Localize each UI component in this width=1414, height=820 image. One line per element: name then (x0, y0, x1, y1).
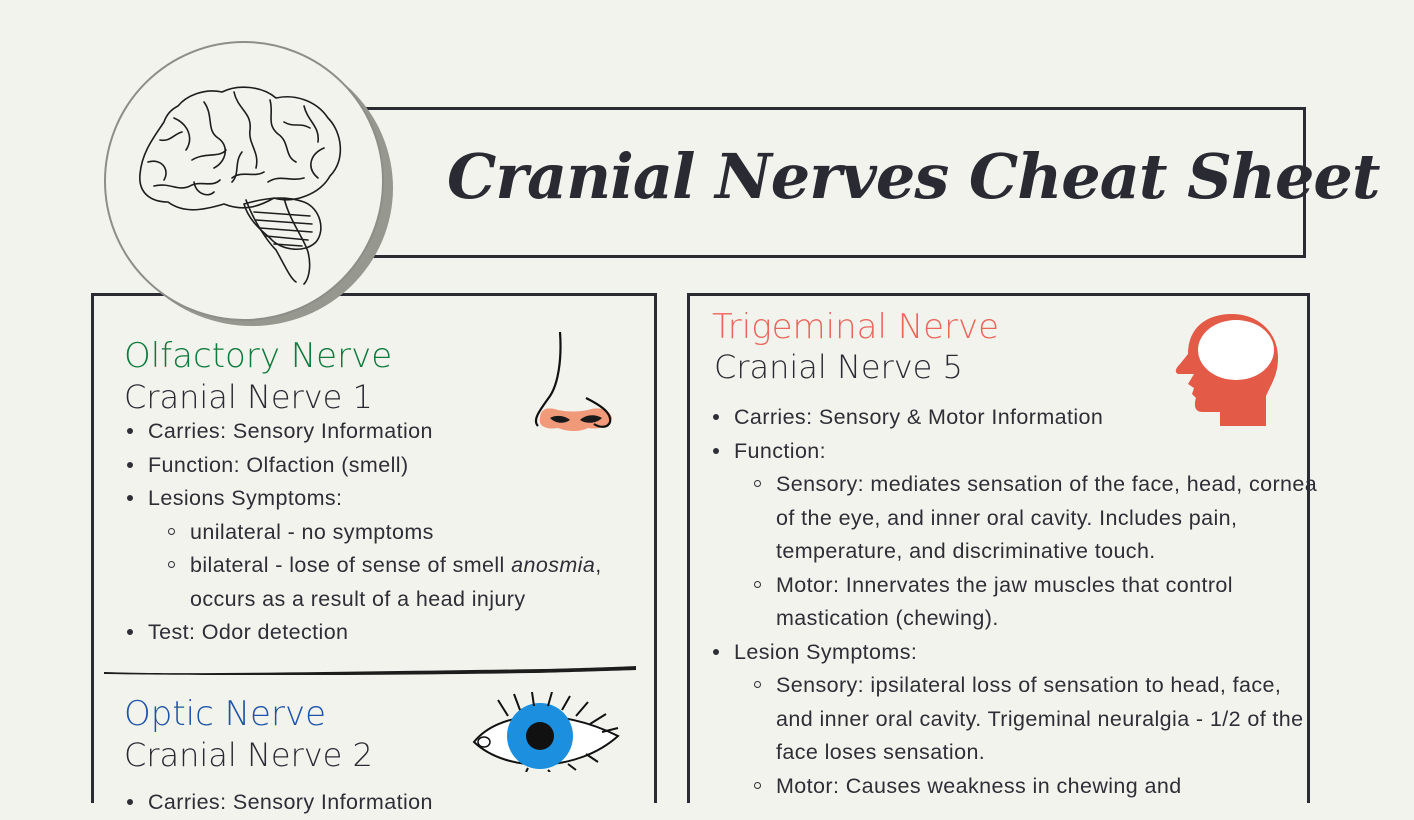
olfactory-nerve-number: Cranial Nerve 1 (124, 378, 373, 416)
trigeminal-nerve-title: Trigeminal Nerve (712, 307, 1000, 347)
anosmia-term: anosmia (511, 553, 596, 577)
list-item: Sensory: mediates sensation of the face, head, cornea of the eye, and inner oral cavity. Includes pain, temperature, and discriminative touch. (776, 468, 1324, 569)
list-item: Motor: Innervates the jaw muscles that control mastication (chewing). (776, 569, 1324, 636)
function-label: Function: (734, 438, 827, 463)
list-item: unilateral - no symptoms (190, 516, 668, 550)
list-item: Sensory: ipsilateral loss of sensation to head, face, and inner oral cavity. Trigeminal neuralgia - 1/2 of the face loses sensation. (776, 669, 1324, 770)
list-item (734, 636, 1324, 804)
trigeminal-list (710, 401, 1324, 803)
list-item (190, 549, 668, 616)
olfactory-list (124, 415, 668, 650)
list-item (148, 482, 668, 616)
page-title: Cranial Nerves Cheat Sheet (447, 140, 1380, 213)
optic-nerve-title: Optic Nerve (124, 694, 326, 734)
optic-list (124, 786, 668, 820)
eye-icon (468, 692, 622, 772)
trigeminal-nerve-number: Cranial Nerve 5 (714, 348, 963, 386)
list-item: Carries: Sensory Information (148, 415, 668, 449)
list-item: Test: Odor detection (148, 616, 668, 650)
lesions-label: Lesions Symptoms: (148, 486, 343, 510)
bilateral-text-end: , occurs as a result of a head injury (190, 553, 602, 611)
list-item: Motor: Causes weakness in chewing and (776, 770, 1324, 804)
optic-nerve-number: Cranial Nerve 2 (124, 736, 373, 774)
list-item: Function: Olfaction (smell) (148, 449, 668, 483)
list-item (734, 435, 1324, 636)
bilateral-text: bilateral - lose of sense of smell (190, 553, 512, 577)
olfactory-nerve-title: Olfactory Nerve (124, 336, 393, 376)
list-item: Carries: Sensory & Motor Information (734, 401, 1324, 435)
list-item: Carries: Sensory Information (148, 786, 668, 820)
divider (104, 664, 636, 678)
brain-icon (134, 82, 348, 287)
lesions-label: Lesion Symptoms: (734, 639, 918, 664)
